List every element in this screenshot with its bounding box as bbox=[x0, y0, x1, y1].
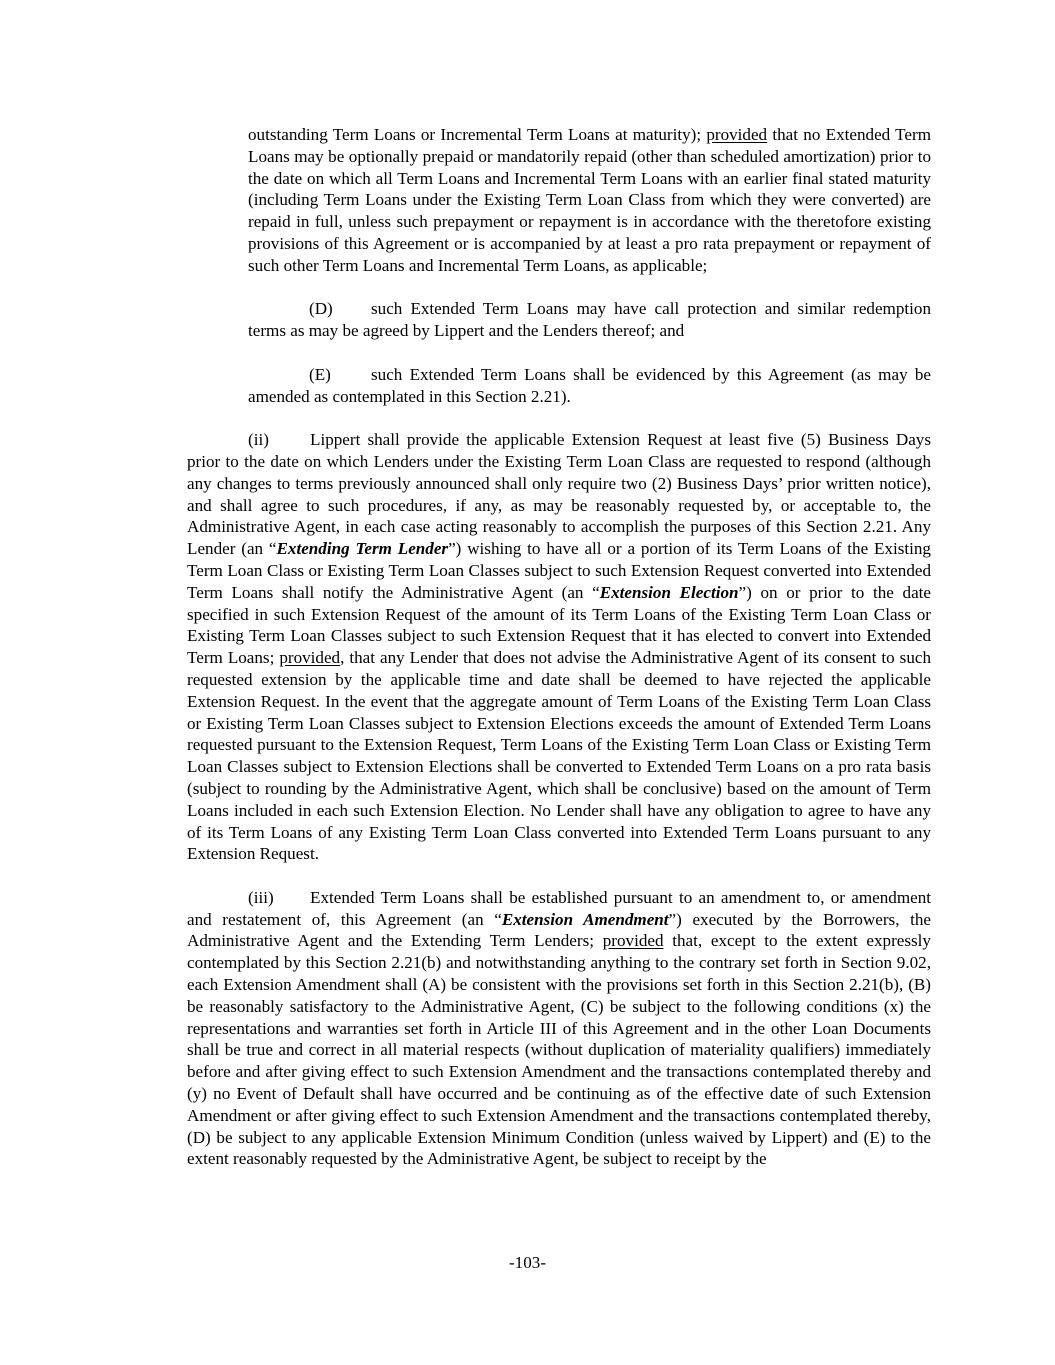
defined-term: Extension Election bbox=[599, 582, 739, 602]
defined-term: Extension Amendment bbox=[501, 909, 669, 929]
paragraph-continuation bbox=[248, 124, 931, 277]
clause-text: such Extended Term Loans shall be evidenced by this Agreement (as may be amended as contemplated in this Section 2.21). bbox=[248, 364, 931, 406]
clause-label: (E) bbox=[309, 364, 331, 384]
text-run: that no Extended Term Loans may be optionally prepaid or mandatorily repaid (other than scheduled amortization) prior to the date on which all Term Loans and Incremental Term Loans with an earlier final stated maturity (including Term Loans under the Existing Term Loan Class from which they were converted) are repaid in full, unless such prepayment or repayment is in accordance with the theretofore existing provisions of this Agreement or is accompanied by at least a pro rata prepayment or repayment of such other Term Loans and Incremental Term Loans, as applicable; bbox=[248, 125, 931, 275]
text-run: ”) on or prior to the date specified in such Extension Request of the amount of its Term Loans of the Existing Term Loan Class or Existing Term Loan Classes subject to such Extension Request that it has elected to convert into Extended Term Loans; bbox=[187, 582, 931, 668]
text-run: ”) executed by the Borrowers, the Administrative Agent and the Extending Term Lenders; bbox=[187, 909, 931, 951]
document-body bbox=[187, 124, 931, 1170]
clause-d bbox=[248, 298, 931, 342]
clause-label: (ii) bbox=[248, 430, 269, 450]
text-run: Lippert shall provide the applicable Extension Request at least five (5) Business Days prior to the date on which Lenders under the Existing Term Loan Class are requested to respond (although any changes to terms previously announced shall only require two (2) Business Days’ prior written notice), and shall agree to such procedures, if any, as may be reasonably requested by, or acceptable to, the Administrative Agent, in each case acting reasonably to accomplish the purposes of this Section 2.21. Any Lender (an “ bbox=[187, 430, 931, 559]
text-run: ”) wishing to have all or a portion of its Term Loans of the Existing Term Loan Class or Existing Term Loan Classes subject to such Extension Request converted into Extended Term Loans shall notify the Administrative Agent (an “ bbox=[187, 539, 931, 602]
text-run: outstanding Term Loans or Incremental Term Loans at maturity); bbox=[248, 125, 707, 144]
clause-label: (D) bbox=[309, 299, 333, 319]
underlined-term: provided bbox=[706, 125, 768, 144]
text-run: , that any Lender that does not advise the Administrative Agent of its consent to such requested extension by the applicable time and date shall be deemed to have rejected the applicable Extension Request. In the event that the aggregate amount of Term Loans of the Existing Term Loan Class or Existing Term Loan Classes subject to Extension Elections exceeds the amount of Extended Term Loans requested pursuant to the Extension Request, Term Loans of the Existing Term Loan Class or Existing Term Loan Classes subject to Extension Elections shall be converted to Extended Term Loans on a pro rata basis (subject to rounding by the Administrative Agent, which shall be conclusive) based on the amount of Term Loans included in each such Extension Election. No Lender shall have any obligation to agree to have any of its Term Loans of any Existing Term Loan Class converted into Extended Term Loans pursuant to any Extension Request. bbox=[187, 648, 931, 864]
text-run: Extended Term Loans shall be established pursuant to an amendment to, or amendment and restatement of, this Agreement (an “ bbox=[187, 887, 931, 929]
text-run: that, except to the extent expressly contemplated by this Section 2.21(b) and notwithstanding anything to the contrary set forth in Section 9.02, each Extension Amendment shall (A) be consistent with the provisions set forth in this Section 2.21(b), (B) be reasonably satisfactory to the Administrative Agent, (C) be subject to the following conditions (x) the representations and warranties set forth in Article III of this Agreement and in the other Loan Documents shall be true and correct in all material respects (without duplication of materiality qualifiers) immediately before and after giving effect to such Extension Amendment and the transactions contemplated thereby and (y) no Event of Default shall have occurred and be continuing as of the effective date of such Extension Amendment or after giving effect to such Extension Amendment and the transactions contemplated thereby, (D) be subject to any applicable Extension Minimum Condition (unless waived by Lippert) and (E) to the extent reasonably requested by the Administrative Agent, be subject to receipt by the bbox=[187, 931, 931, 1169]
clause-text: such Extended Term Loans may have call protection and similar redemption terms as may be agreed by Lippert and the Lenders thereof; and bbox=[248, 299, 931, 341]
clause-ii bbox=[187, 429, 931, 865]
clause-label: (iii) bbox=[248, 887, 274, 907]
clause-e bbox=[248, 364, 931, 408]
underlined-term: provided bbox=[279, 648, 341, 668]
clause-iii bbox=[187, 887, 931, 1170]
page-number: -103- bbox=[508, 1253, 547, 1272]
defined-term: Extending Term Lender bbox=[276, 539, 449, 559]
underlined-term: provided bbox=[602, 931, 664, 951]
